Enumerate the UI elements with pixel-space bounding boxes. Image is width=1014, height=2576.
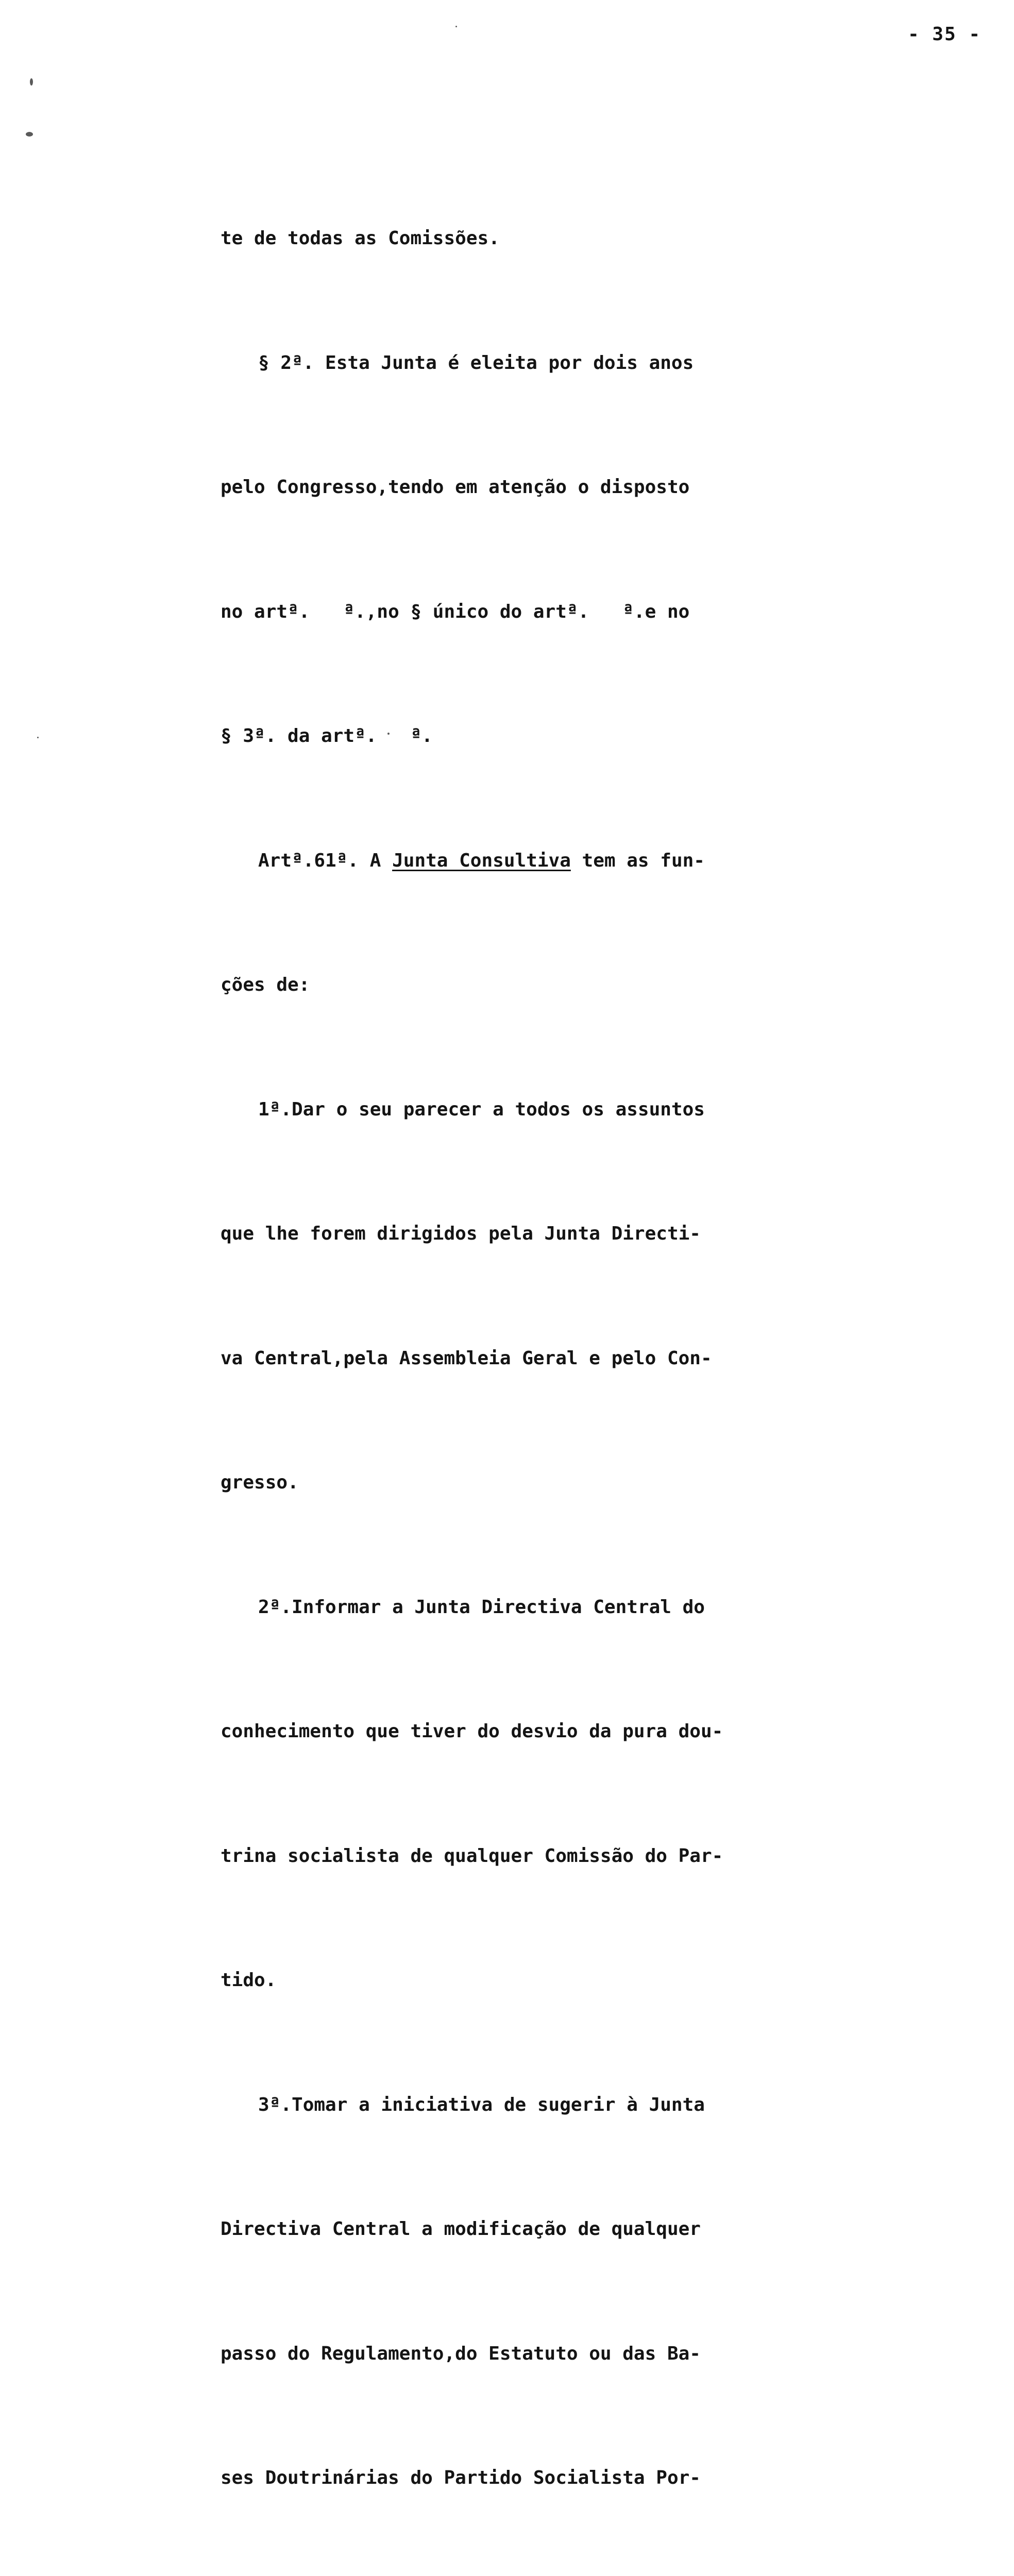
text-line: pelo Congresso,tendo em atenção o disposto — [221, 477, 690, 498]
text-line: § 3ª. da artª. ª. — [221, 725, 433, 747]
text-line: § 2ª. Esta Junta é eleita por dois anos — [258, 352, 694, 374]
junta-consultiva-underlined: Junta Consultiva — [392, 850, 571, 871]
article-heading-line — [221, 840, 787, 882]
text-line: Directiva Central a modificação de qualquer — [221, 2218, 701, 2240]
page-number: - 35 - — [907, 24, 981, 45]
text-line: tido. — [221, 1970, 277, 1991]
text-line: va Central,pela Assembleia Geral e pelo Con- — [221, 1347, 712, 1369]
text-line: ses Doutrinárias do Partido Socialista Por- — [221, 2467, 701, 2488]
scan-speck — [455, 26, 457, 27]
text-line: te de todas as Comissões. — [221, 228, 500, 249]
text-line: que lhe forem dirigidos pela Junta Directi- — [221, 1223, 701, 1244]
article-heading-rest: tem as fun- — [570, 850, 705, 871]
scan-speck — [37, 737, 39, 738]
text-line: passo do Regulamento,do Estatuto ou das Ba- — [221, 2343, 701, 2364]
text-line: 3ª.Tomar a iniciativa de sugerir à Junta — [258, 2094, 705, 2115]
scan-speck — [30, 78, 33, 86]
text-line: conhecimento que tiver do desvio da pura dou- — [221, 1721, 723, 1742]
text-line: 2ª.Informar a Junta Directiva Central do — [258, 1596, 705, 1618]
text-line: trina socialista de qualquer Comissão do Par- — [221, 1845, 723, 1867]
article-number: Artª.61ª. A — [258, 850, 393, 871]
text-line: gresso. — [221, 1472, 299, 1493]
text-line: ções de: — [221, 974, 310, 995]
article-text — [221, 135, 787, 2576]
text-line: 1ª.Dar o seu parecer a todos os assuntos — [258, 1098, 705, 1120]
scan-speck — [26, 132, 33, 137]
text-line: no artª. ª.,no § único do artª. ª.e no — [221, 601, 690, 622]
